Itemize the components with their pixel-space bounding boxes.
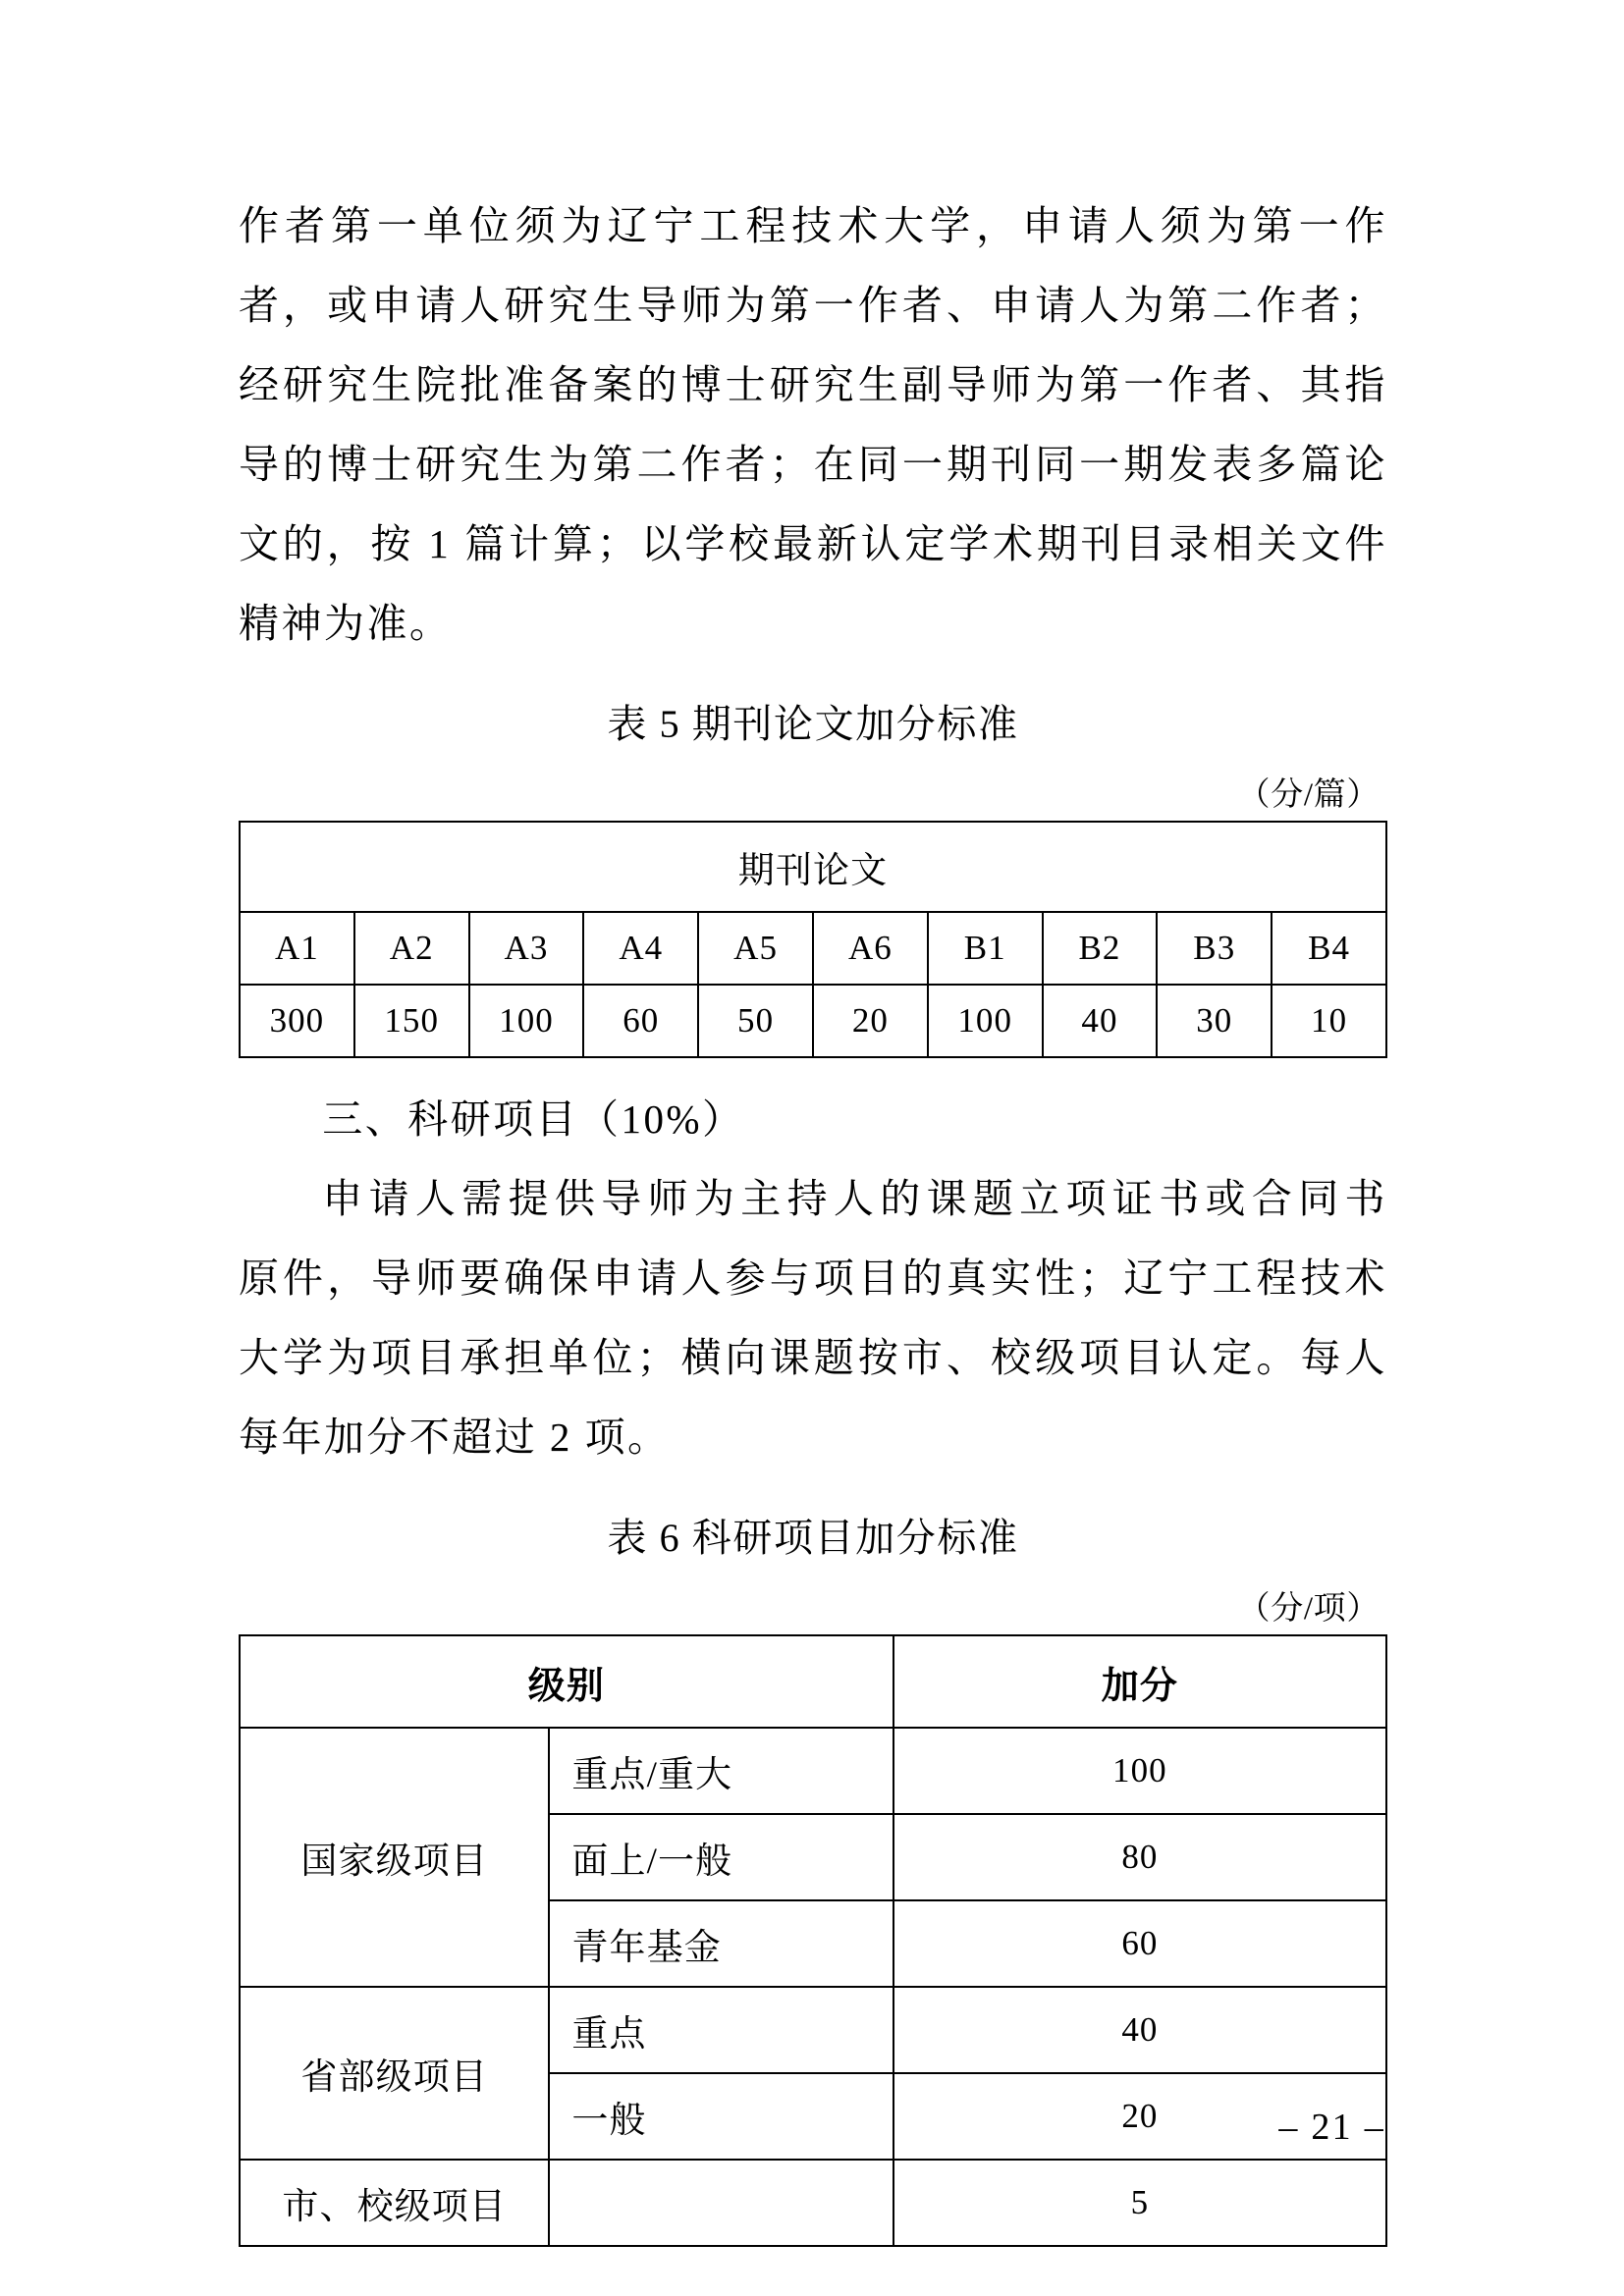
table5-code-cell: A5 (698, 912, 813, 985)
table5-value-cell: 300 (240, 985, 354, 1057)
paragraph-line: 者，或申请人研究生导师为第一作者、申请人为第二作者； (239, 283, 1387, 328)
table6-score-cell: 60 (893, 1900, 1386, 1987)
table5-code-cell: A4 (583, 912, 698, 985)
table6-sub-cell: 面上/一般 (549, 1814, 893, 1900)
table5-value-cell: 20 (813, 985, 928, 1057)
paragraph-journal-rules (239, 187, 1387, 664)
paragraph-line: 文的，按 1 篇计算；以学校最新认定学术期刊目录相关文件 (239, 521, 1387, 566)
table5-code-cell: B3 (1157, 912, 1272, 985)
paragraph-research-project-rules (239, 1159, 1387, 1477)
paragraph-line: 经研究生院批准备案的博士研究生副导师为第一作者、其指 (239, 362, 1387, 407)
table5-code-cell: B2 (1043, 912, 1158, 985)
paragraph-line: 大学为项目承担单位；横向课题按市、校级项目认定。每人 (239, 1335, 1387, 1380)
table5-value-cell: 10 (1272, 985, 1386, 1057)
paragraph-line: 每年加分不超过 2 项。 (239, 1415, 671, 1460)
paragraph-line: 原件，导师要确保申请人参与项目的真实性；辽宁工程技术 (239, 1255, 1387, 1301)
table6-caption: 表 6 科研项目加分标准 (607, 1516, 1019, 1560)
paragraph-line: 导的博士研究生为第二作者；在同一期刊同一期发表多篇论 (239, 442, 1387, 487)
table6-score-cell: 20 (893, 2073, 1386, 2160)
table5-value-cell: 100 (928, 985, 1043, 1057)
table5-code-cell: A3 (469, 912, 584, 985)
table6-score-cell: 80 (893, 1814, 1386, 1900)
paragraph-line: 作者第一单位须为辽宁工程技术大学，申请人须为第一作 (239, 203, 1387, 248)
table6-sub-cell: 重点 (549, 1987, 893, 2073)
table5-code-cell: A1 (240, 912, 354, 985)
table6-score-cell: 40 (893, 1987, 1386, 2073)
table-research-project-scores (239, 1634, 1387, 2247)
table-row (240, 822, 1386, 912)
table5-value-cell: 60 (583, 985, 698, 1057)
paragraph-line: 精神为准。 (239, 601, 453, 646)
table6-sub-cell: 一般 (549, 2073, 893, 2160)
table-row (240, 1728, 1386, 1814)
table6-header-level: 级别 (240, 1635, 893, 1728)
table5-code-cell: A2 (354, 912, 469, 985)
table-row (240, 912, 1386, 985)
paragraph-line: 申请人需提供导师为主持人的课题立项证书或合同书 (322, 1176, 1387, 1221)
table6-score-cell: 5 (893, 2160, 1386, 2246)
table5-value-cell: 100 (469, 985, 584, 1057)
table6-sub-cell (549, 2160, 893, 2246)
table6-sub-cell: 青年基金 (549, 1900, 893, 1987)
table6-header-score: 加分 (893, 1635, 1386, 1728)
table5-code-cell: B1 (928, 912, 1043, 985)
table5-value-cell: 50 (698, 985, 813, 1057)
table5-value-cell: 30 (1157, 985, 1272, 1057)
table-row (240, 2160, 1386, 2246)
table5-value-cell: 40 (1043, 985, 1158, 1057)
table6-sub-cell: 重点/重大 (549, 1728, 893, 1814)
page-content (239, 187, 1387, 2247)
table6-level-cell: 国家级项目 (240, 1728, 549, 1987)
section3-heading-block (239, 1080, 1387, 1159)
table6-level-cell: 省部级项目 (240, 1987, 549, 2160)
table5-header-cell: 期刊论文 (240, 822, 1386, 912)
table-row (240, 1987, 1386, 2073)
table-journal-paper-scores (239, 821, 1387, 1058)
table-row (240, 1635, 1386, 1728)
table6-score-cell: 100 (893, 1728, 1386, 1814)
section-heading: 三、科研项目（10%） (322, 1096, 745, 1142)
table-row (240, 985, 1386, 1057)
table5-code-cell: B4 (1272, 912, 1386, 985)
table6-level-cell: 市、校级项目 (240, 2160, 549, 2246)
table5-value-cell: 150 (354, 985, 469, 1057)
table6-unit-label: （分/项） (1237, 1591, 1380, 1627)
table5-caption: 表 5 期刊论文加分标准 (607, 702, 1019, 746)
table5-unit-label: （分/篇） (1237, 777, 1380, 813)
table5-code-cell: A6 (813, 912, 928, 985)
page-number: – 21 – (1278, 2107, 1385, 2148)
